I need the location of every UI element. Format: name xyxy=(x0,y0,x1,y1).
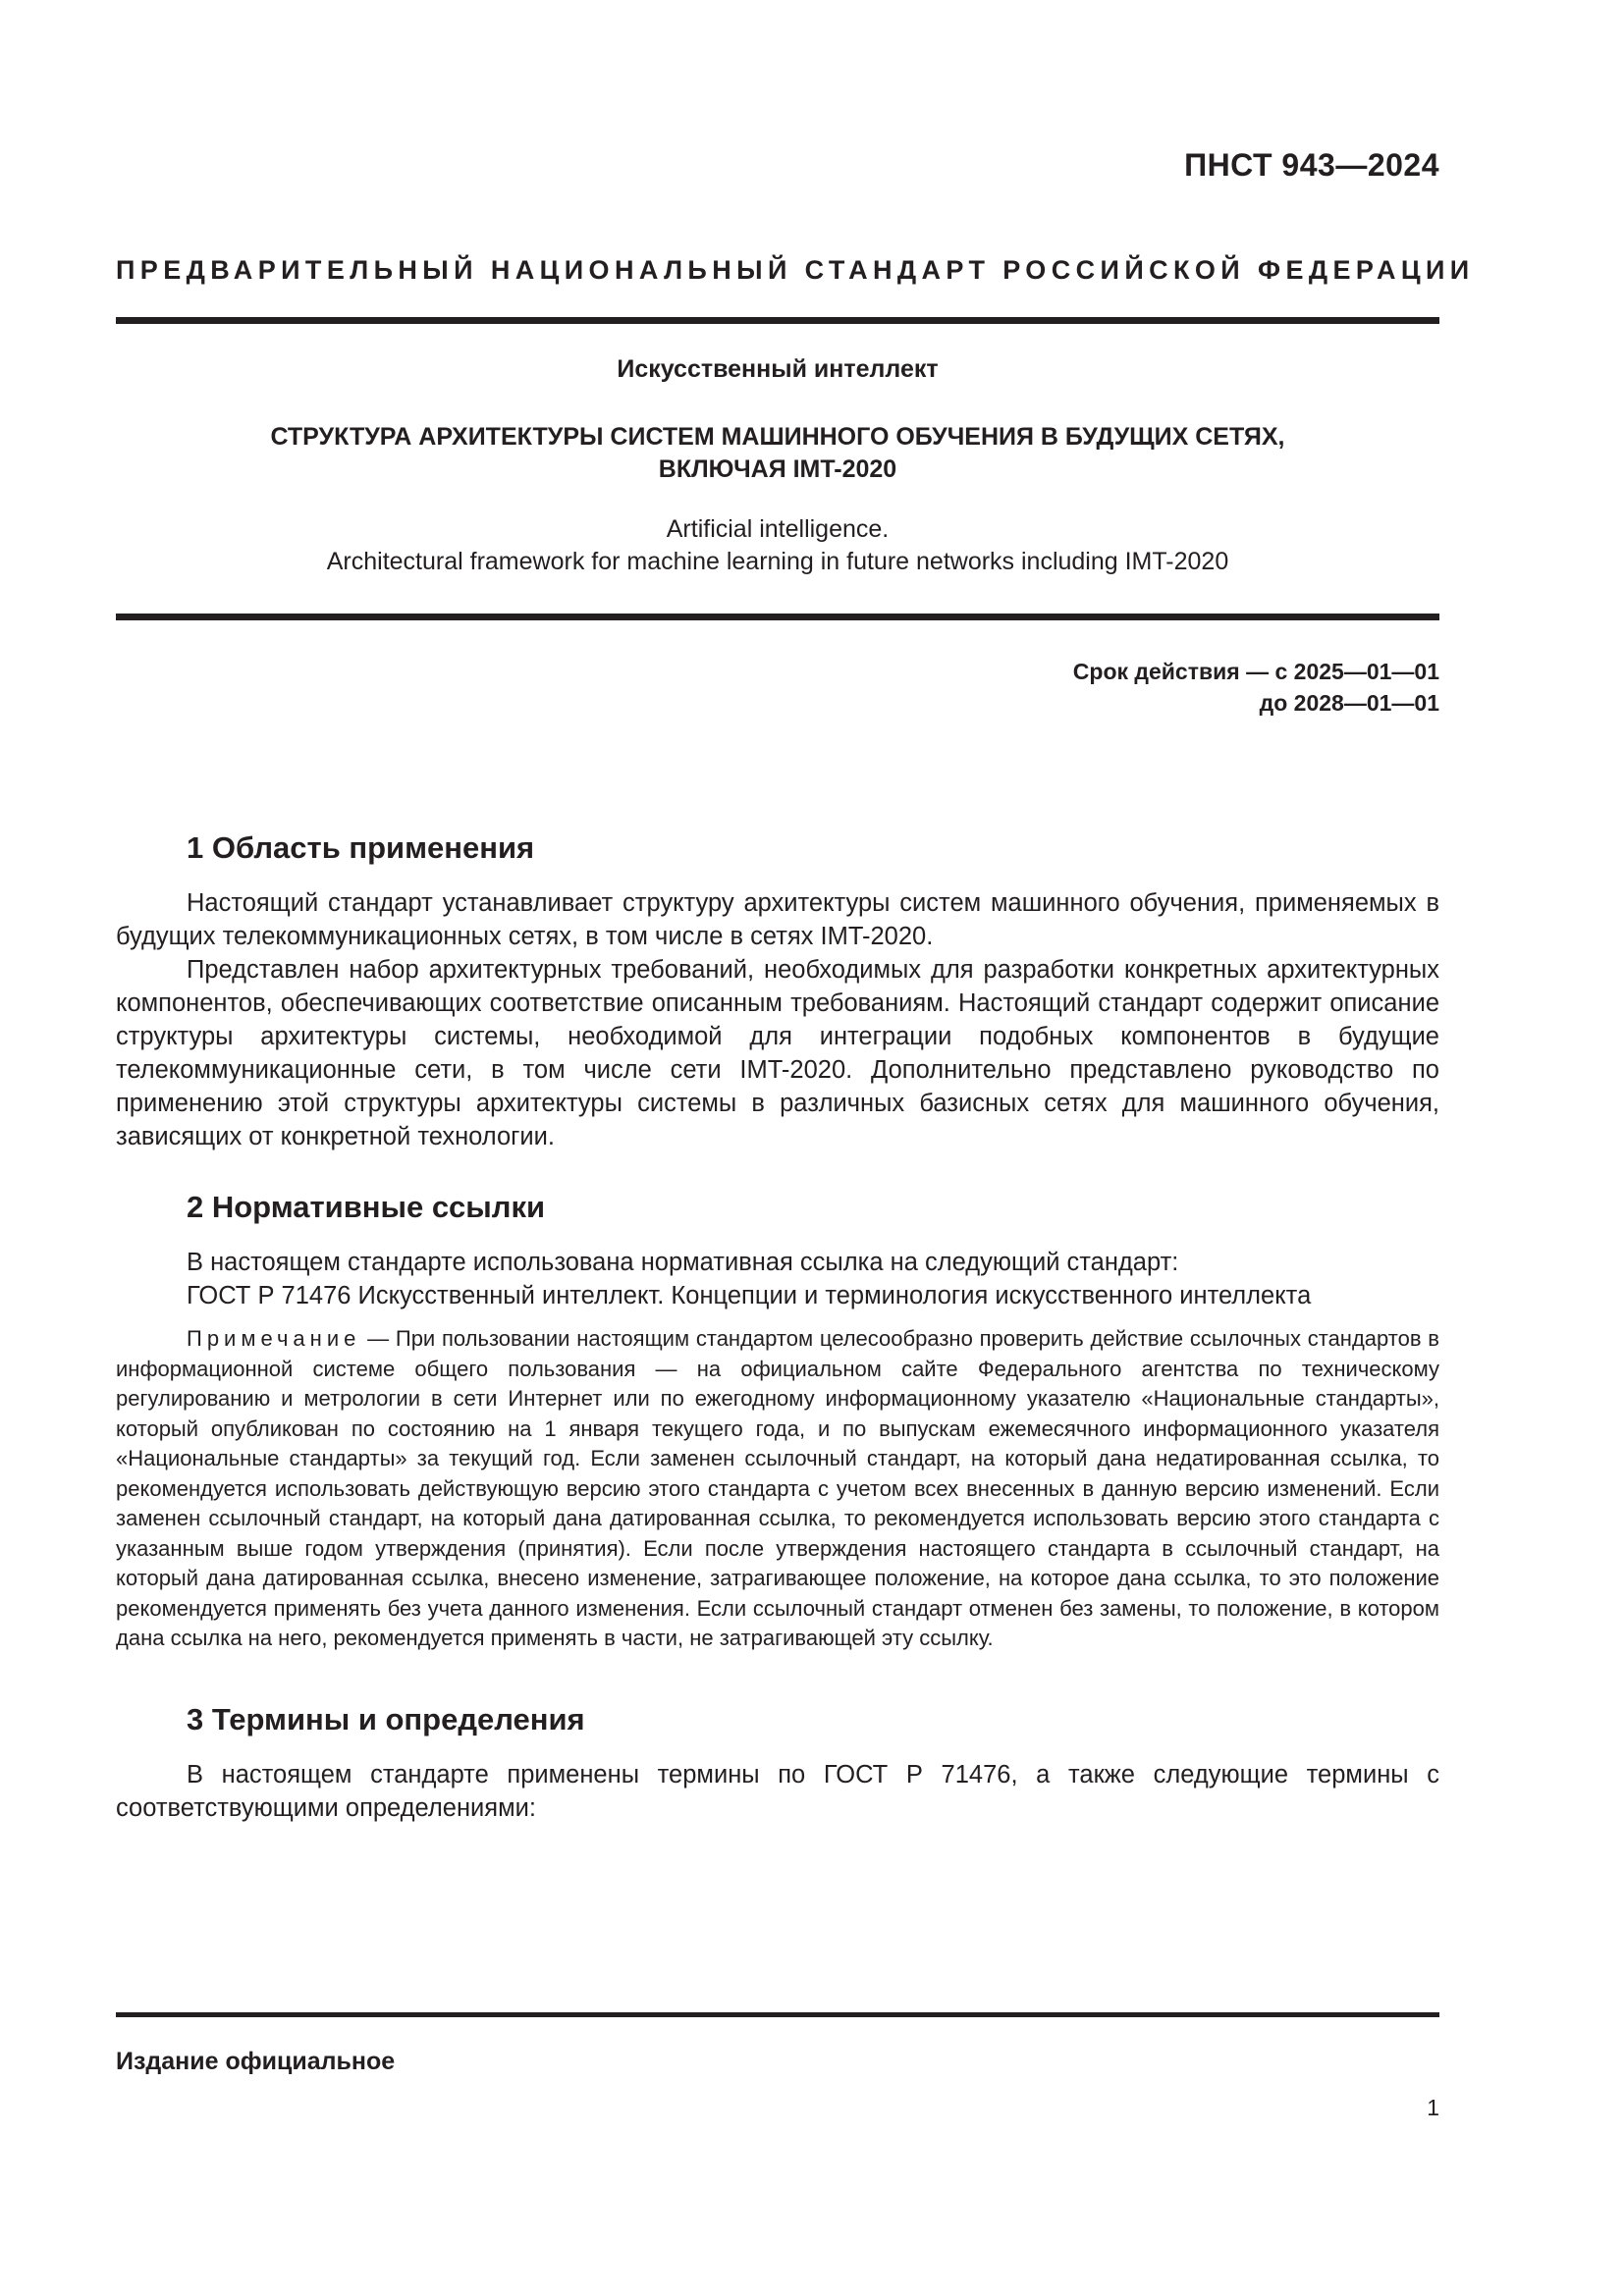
main-title xyxy=(116,421,1439,486)
note-text: — При пользовании настоящим стандартом целесообразно проверить действие ссылочных стандартов в информационной системе общего пользования — на официальном сайте Федерального агентства по техническому регулированию и метрологии в сети Интернет или по ежегодному информационному указателю «Национальные стандарты», который опубликован по состоянию на 1 января текущего года, и по выпускам ежемесячного информационного указателя «Национальные стандарты» за текущий год. Если заменен ссылочный стандарт, на который дана недатированная ссылка, то рекомендуется использовать действующую версию этого стандарта с учетом всех внесенных в данную версию изменений. Если заменен ссылочный стандарт, на который дана датированная ссылка, то рекомендуется использовать версию этого стандарта с указанным выше годом утверждения (принятия). Если после утверждения настоящего стандарта в ссылочный стандарт, на который дана датированная ссылка, внесено изменение, затрагивающее положение, на которое дана ссылка, то это положение рекомендуется применять без учета данного изменения. Если ссылочный стандарт отменен без замены, то положение, в котором дана ссылка на него, рекомендуется применять в части, не затрагивающей эту ссылку. xyxy=(116,1326,1439,1650)
section-terms xyxy=(116,1701,1439,1825)
footer-divider xyxy=(116,2012,1439,2017)
english-title xyxy=(116,513,1439,578)
title-divider xyxy=(116,614,1439,620)
paragraph: В настоящем стандарте применены термины по ГОСТ Р 71476, а также следующие термины с соответствующими определениями: xyxy=(116,1760,1439,1822)
section-normative-references xyxy=(116,1189,1439,1654)
paragraph: В настоящем стандарте использована нормативная ссылка на следующий стандарт: xyxy=(187,1249,1179,1276)
section-scope xyxy=(116,829,1439,1153)
edition-label: Издание официальное xyxy=(116,2048,396,2075)
note xyxy=(116,1324,1439,1654)
validity-period xyxy=(1073,656,1439,719)
section-heading: 3 Термины и определения xyxy=(187,1701,585,1736)
note-label: Примечание xyxy=(187,1326,361,1351)
english-title-line-2: Architectural framework for machine learning in future networks including IMT-2020 xyxy=(326,548,1229,575)
standard-type-heading: ПРЕДВАРИТЕЛЬНЫЙ НАЦИОНАЛЬНЫЙ СТАНДАРТ РОССИЙСКОЙ ФЕДЕРАЦИИ xyxy=(116,255,1475,285)
validity-to: до 2028—01—01 xyxy=(1259,690,1439,716)
main-title-line-2: ВКЛЮЧАЯ IMT-2020 xyxy=(658,455,897,483)
document-id: ПНСТ 943—2024 xyxy=(1184,147,1439,183)
main-content xyxy=(116,829,1439,1825)
page-number: 1 xyxy=(1427,2095,1439,2120)
title-block xyxy=(116,355,1439,578)
validity-from: Срок действия — с 2025—01—01 xyxy=(1072,659,1439,684)
top-divider xyxy=(116,317,1439,324)
english-title-line-1: Artificial intelligence. xyxy=(666,515,890,543)
subject-title: Искусственный интеллект xyxy=(617,355,939,383)
main-title-line-1: СТРУКТУРА АРХИТЕКТУРЫ СИСТЕМ МАШИННОГО ОБУЧЕНИЯ В БУДУЩИХ СЕТЯХ, xyxy=(270,423,1285,451)
section-heading: 2 Нормативные ссылки xyxy=(187,1190,546,1224)
section-heading: 1 Область применения xyxy=(187,830,535,865)
reference-item: ГОСТ Р 71476 Искусственный интеллект. Концепции и терминология искусственного интеллекта xyxy=(187,1282,1312,1309)
paragraph: Представлен набор архитектурных требований, необходимых для разработки конкретных архитектурных компонентов, обеспечивающих соответствие описанным требованиям. Настоящий стандарт содержит описание структуры архитектуры системы, необходимой для интеграции подобных компонентов в будущие телекоммуникационные сети, в том числе сети IMT-2020. Дополнительно представлено руководство по применению этой структуры архитектуры системы в различных базисных сетях для машинного обучения, зависящих от конкретной технологии. xyxy=(116,956,1439,1150)
paragraph: Настоящий стандарт устанавливает структуру архитектуры систем машинного обучения, применяемых в будущих телекоммуникационных сетях, в том числе в сетях IMT-2020. xyxy=(116,889,1439,950)
